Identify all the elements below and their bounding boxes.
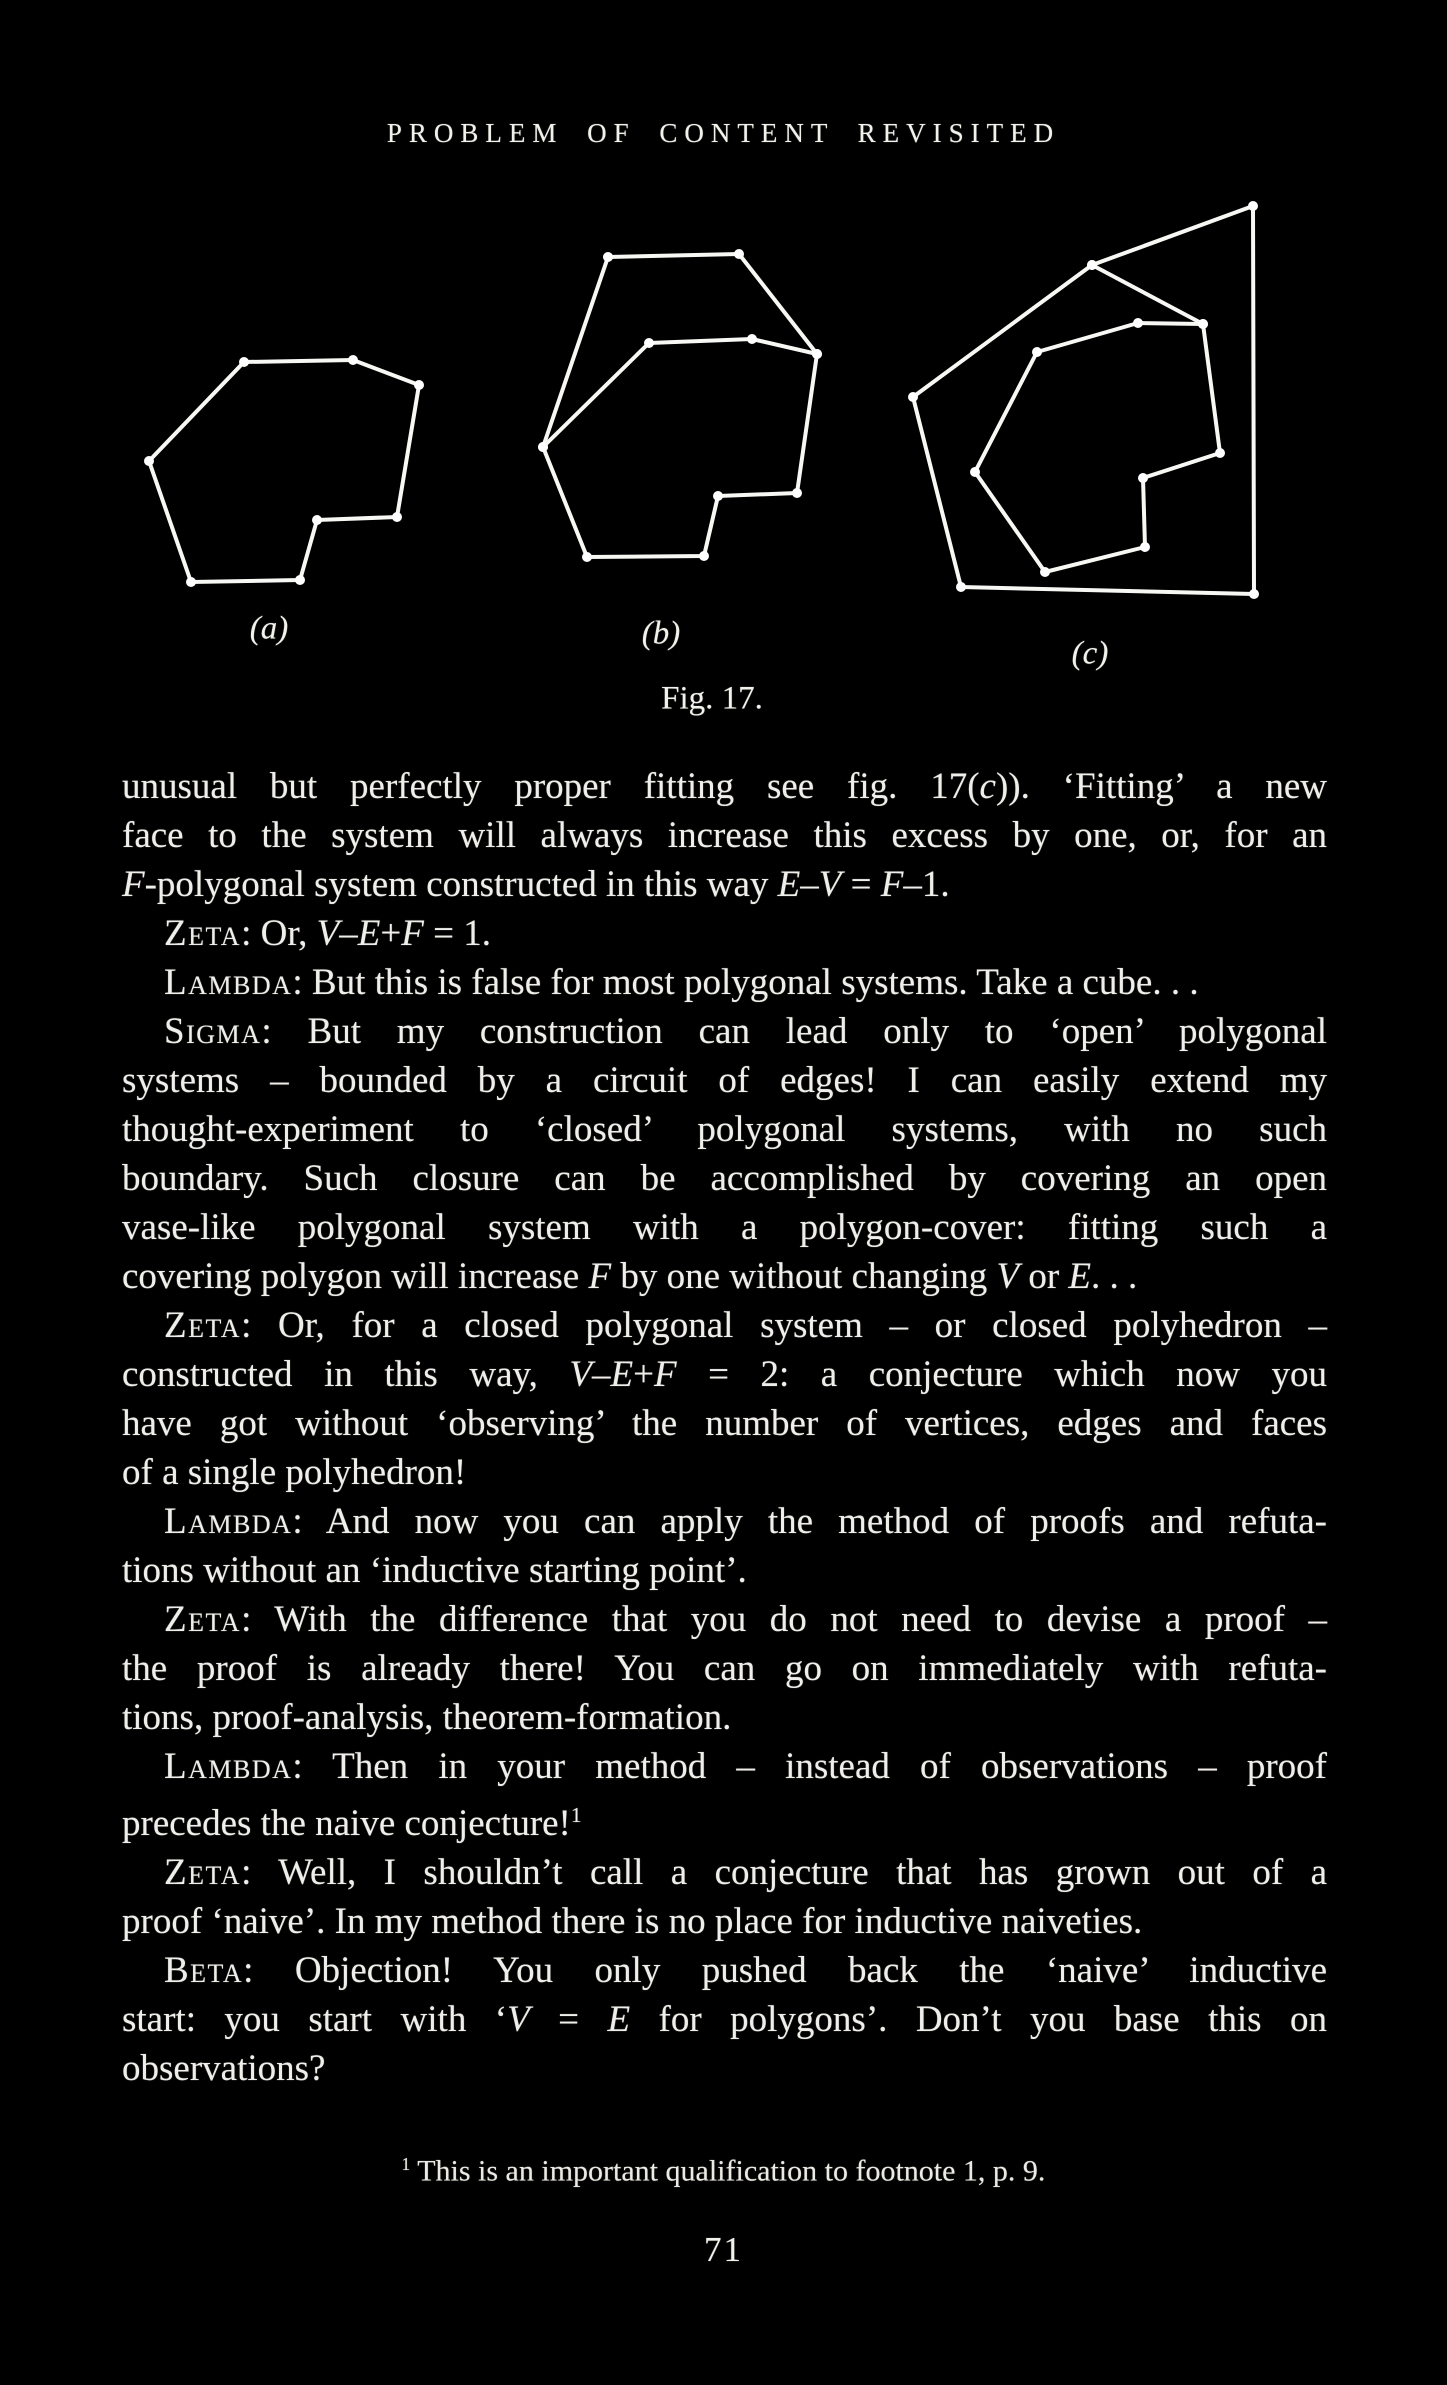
- text-segment: tions without an ‘inductive starting point’.: [122, 1550, 747, 1591]
- speaker-name: Lambda: [164, 1746, 293, 1787]
- text-segment: for polygons’. Don’t you base this on: [630, 1998, 1327, 2040]
- vertex-dot: [392, 512, 402, 522]
- text-segment: = 2: a conjecture which now you: [676, 1354, 1327, 1395]
- text-line: [122, 1252, 1327, 1301]
- page-header: PROBLEM OF CONTENT REVISITED: [386, 118, 1061, 148]
- text-segment: by one without changing: [611, 1256, 997, 1297]
- vertex-dot: [1032, 347, 1042, 357]
- text-segment: tions, proof-analysis, theorem-formation.: [122, 1697, 732, 1738]
- text-segment: F: [122, 864, 145, 905]
- text-segment: c: [979, 766, 996, 807]
- text-line: [122, 860, 1327, 909]
- vertex-dot: [970, 467, 980, 477]
- text-line: [122, 1497, 1327, 1546]
- text-segment: thought-experiment to ‘closed’ polygonal systems, with no such: [122, 1109, 1327, 1150]
- text-line: [122, 1546, 1327, 1595]
- text-segment: E: [357, 913, 381, 954]
- text-line: [122, 1448, 1327, 1497]
- text-segment: : But this is false for most polygonal systems. Take a cube. . .: [292, 962, 1199, 1003]
- paragraph: [122, 1595, 1327, 1742]
- polygon-a: [149, 360, 419, 582]
- paragraph: [122, 1301, 1327, 1497]
- vertex-dot: [812, 349, 822, 359]
- vertex-dot: [908, 392, 918, 402]
- text-segment: -polygonal system constructed in this way: [144, 864, 778, 905]
- polygon-c-inner: [975, 323, 1220, 572]
- text-segment: covering polygon will increase: [122, 1256, 589, 1297]
- text-segment: : Or, for a closed polygonal system – or closed polyhedron –: [241, 1305, 1327, 1346]
- text-line: [122, 1644, 1327, 1693]
- page-number: 71: [704, 2230, 743, 2269]
- text-segment: . . .: [1091, 1256, 1138, 1297]
- text-line: [122, 1693, 1327, 1742]
- text-segment: V: [316, 913, 340, 954]
- text-segment: E: [1068, 1256, 1091, 1297]
- text-segment: F: [653, 1354, 677, 1395]
- text-line: [122, 1203, 1327, 1252]
- speaker-name: Zeta: [164, 913, 242, 954]
- text-segment: have got without ‘observing’ the number of vertices, edges and faces: [122, 1403, 1327, 1444]
- text-segment: V: [996, 1256, 1020, 1297]
- text-segment: E: [610, 1354, 634, 1395]
- figure-label-b: (b): [641, 615, 681, 652]
- text-line: [122, 958, 1327, 1007]
- vertex-dot: [186, 577, 196, 587]
- text-line: [122, 1791, 1327, 1848]
- text-line: [122, 1007, 1327, 1056]
- text-segment: +: [380, 913, 402, 954]
- text-segment: constructed in this way,: [122, 1354, 570, 1395]
- figure-17-svg: [0, 0, 1447, 760]
- text-segment: the proof is already there! You can go on immediately with refuta-: [122, 1648, 1327, 1689]
- vertex-dot: [144, 456, 154, 466]
- text-segment: +: [633, 1354, 654, 1395]
- text-segment: F: [401, 913, 424, 954]
- text-line: [122, 1301, 1327, 1350]
- text-line: [122, 1742, 1327, 1791]
- text-segment: vase-like polygonal system with a polygon-cover: fitting such a: [122, 1207, 1327, 1248]
- text-segment: : Or,: [241, 913, 317, 954]
- speaker-name: Lambda: [164, 962, 293, 1003]
- text-segment: systems – bounded by a circuit of edges! I can easily extend my: [122, 1060, 1327, 1101]
- text-segment: face to the system will always increase this excess by one, or, for an: [122, 815, 1327, 856]
- vertex-dot: [239, 357, 249, 367]
- text-segment: : Objection! You only pushed back the ‘naive’ inductive: [243, 1949, 1327, 1991]
- text-segment: =: [529, 1998, 608, 2040]
- speaker-name: Zeta: [164, 1599, 242, 1640]
- vertex-dot: [1215, 448, 1225, 458]
- text-segment: = 1.: [423, 913, 491, 954]
- vertex-dot: [414, 380, 424, 390]
- text-line: [122, 811, 1327, 860]
- text-line: [122, 1995, 1327, 2044]
- text-line: [122, 1399, 1327, 1448]
- vertex-dot: [1133, 318, 1143, 328]
- text-segment: or: [1019, 1256, 1069, 1297]
- text-segment: This is an important qualification to footnote 1, p. 9.: [410, 2154, 1046, 2188]
- vertex-dot: [1248, 201, 1258, 211]
- figure-label-c: (c): [1071, 635, 1109, 672]
- vertex-dot: [699, 551, 709, 561]
- figure-label-a: (a): [249, 610, 289, 647]
- text-segment: observations?: [122, 2047, 326, 2089]
- vertex-dot: [582, 552, 592, 562]
- text-segment: –: [800, 864, 819, 905]
- text-segment: –: [339, 913, 358, 954]
- text-line: [122, 1595, 1327, 1644]
- text-segment: start: you start with ‘: [122, 1998, 508, 2040]
- vertex-dot: [538, 442, 548, 452]
- text-segment: F: [588, 1256, 612, 1297]
- vertex-dot: [734, 249, 744, 259]
- text-segment: V: [818, 864, 842, 905]
- paragraph: [122, 1742, 1327, 1848]
- paragraph: [122, 1946, 1327, 2093]
- speaker-name: Lambda: [164, 1501, 293, 1542]
- text-segment: : But my construction can lead only to ‘open’ polygonal: [261, 1011, 1327, 1052]
- polygon-c-outer: [913, 206, 1254, 594]
- vertex-dot: [713, 491, 723, 501]
- text-line: [122, 2044, 1327, 2093]
- text-line: [122, 762, 1327, 811]
- text-segment: precedes the naive conjecture!: [122, 1802, 571, 1844]
- footnote: [0, 2146, 1447, 2189]
- paragraph: [122, 1497, 1327, 1595]
- vertex-dot: [1087, 260, 1097, 270]
- text-segment: F: [880, 864, 904, 905]
- text-segment: 1: [401, 2154, 411, 2174]
- polygon-b-cover-chord: [543, 339, 817, 447]
- speaker-name: Sigma: [164, 1011, 262, 1052]
- vertex-dot: [747, 334, 757, 344]
- body-text: [122, 762, 1327, 2093]
- vertex-dot: [644, 338, 654, 348]
- text-segment: V: [507, 1998, 530, 2040]
- polygon-c-link-edge: [1092, 265, 1203, 324]
- figure-caption: Fig. 17.: [661, 680, 763, 717]
- text-segment: boundary. Such closure can be accomplished by covering an open: [122, 1158, 1327, 1199]
- vertex-dot: [348, 355, 358, 365]
- text-segment: : And now you can apply the method of proofs and refuta-: [292, 1501, 1327, 1542]
- vertex-dot: [792, 488, 802, 498]
- paragraph: [122, 909, 1327, 958]
- text-line: [122, 1350, 1327, 1399]
- text-segment: E: [777, 864, 801, 905]
- speaker-name: Beta: [164, 1949, 244, 1991]
- text-line: [122, 1848, 1327, 1897]
- text-segment: : Well, I shouldn’t call a conjecture that has grown out of a: [241, 1851, 1327, 1893]
- text-segment: )). ‘Fitting’ a new: [995, 766, 1327, 807]
- text-segment: : With the difference that you do not need to devise a proof –: [241, 1599, 1327, 1640]
- text-line: [122, 1056, 1327, 1105]
- text-segment: =: [841, 864, 881, 905]
- vertex-dot: [1249, 589, 1259, 599]
- vertex-dot: [295, 575, 305, 585]
- vertex-dot: [956, 582, 966, 592]
- text-segment: : Then in your method – instead of observations – proof: [292, 1746, 1327, 1787]
- vertex-dot: [312, 515, 322, 525]
- text-segment: –: [591, 1354, 611, 1395]
- vertex-dot: [1138, 473, 1148, 483]
- text-segment: of a single polyhedron!: [122, 1452, 467, 1493]
- text-segment: proof ‘naive’. In my method there is no place for inductive naiveties.: [122, 1900, 1143, 1942]
- text-line: [122, 1154, 1327, 1203]
- text-line: [122, 909, 1327, 958]
- paragraph: [122, 1007, 1327, 1301]
- paragraph: [122, 1848, 1327, 1946]
- text-line: [122, 1946, 1327, 1995]
- text-segment: unusual but perfectly proper fitting see fig. 17(: [122, 766, 980, 807]
- paragraph: [122, 958, 1327, 1007]
- vertex-dot: [1198, 319, 1208, 329]
- text-segment: 1: [570, 1803, 582, 1827]
- text-segment: –1.: [903, 864, 950, 905]
- text-line: [122, 1897, 1327, 1946]
- vertex-dot: [1140, 542, 1150, 552]
- paragraph: [122, 762, 1327, 909]
- speaker-name: Zeta: [164, 1851, 242, 1893]
- text-segment: E: [607, 1998, 631, 2040]
- speaker-name: Zeta: [164, 1305, 242, 1346]
- text-line: [122, 1105, 1327, 1154]
- text-segment: V: [569, 1354, 592, 1395]
- vertex-dot: [603, 252, 613, 262]
- vertex-dot: [1040, 567, 1050, 577]
